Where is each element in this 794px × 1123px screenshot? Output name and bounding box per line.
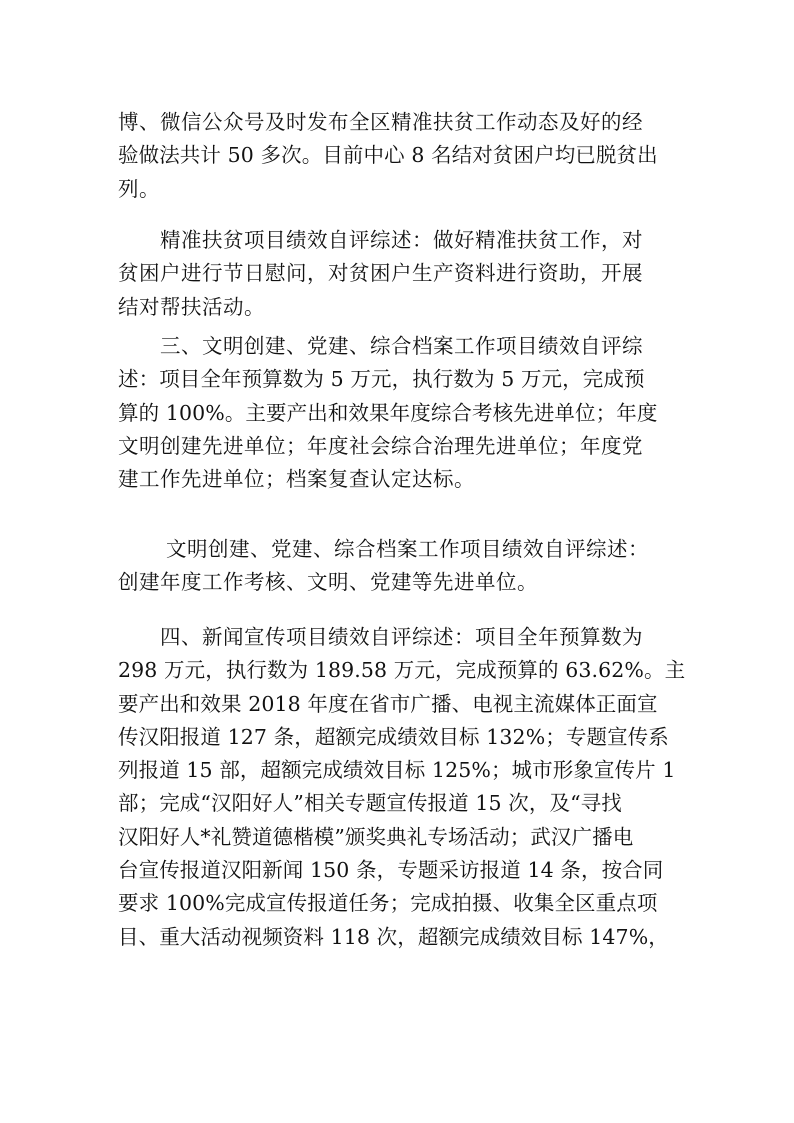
text-line: 298 万元，执行数为 189.58 万元，完成预算的 63.62%。主 [118,658,686,683]
text-line: 建工作先进单位；档案复查认定达标。 [118,467,475,492]
paragraph-poverty-project-summary [118,224,678,324]
paragraph-news-publicity [118,621,686,954]
text-line: 列报道 15 部，超额完成绩效目标 125%；城市形象宣传片 1 [118,758,676,783]
text-line: 验做法共计 50 多次。目前中心 8 名结对贫困户均已脱贫出 [118,143,658,168]
text-line: 列。 [118,176,160,201]
text-line: 三、文明创建、党建、综合档案工作项目绩效自评综 [160,334,643,358]
text-line: 目、重大活动视频资料 118 次，超额完成绩效目标 147%， [118,924,669,949]
text-line: 贫困户进行节日慰问，对贫困户生产资料进行资助，开展 [118,261,643,286]
paragraph-civilization-summary [118,533,678,600]
text-line: 台宣传报道汉阳新闻 150 条，专题采访报道 14 条，按合同 [118,858,664,883]
text-line: 要产出和效果 2018 年度在省市广播、电视主流媒体正面宣 [118,691,658,716]
text-line: 汉阳好人*礼赞道德楷模”颁奖典礼专场活动；武汉广播电 [118,824,634,849]
text-line: 四、新闻宣传项目绩效自评综述：项目全年预算数为 [160,625,643,649]
text-line: 要求 100%完成宣传报道任务；完成拍摄、收集全区重点项 [118,891,658,916]
text-line: 算的 100%。主要产出和效果年度综合考核先进单位；年度 [118,400,658,425]
text-line: 文明创建先进单位；年度社会综合治理先进单位；年度党 [118,433,643,458]
text-line: 结对帮扶活动。 [118,294,265,319]
paragraph-poverty-work-continued [118,106,678,206]
text-line: 述：项目全年预算数为 5 万元，执行数为 5 万元，完成预 [118,367,645,392]
text-line: 博、微信公众号及时发布全区精准扶贫工作动态及好的经 [118,110,643,134]
text-line: 传汉阳报道 127 条，超额完成绩效目标 132%；专题宣传系 [118,724,669,749]
paragraph-civilization-party-archive [118,330,678,496]
text-line: 文明创建、党建、综合档案工作项目绩效自评综述： [166,537,649,561]
text-line: 部；完成“汉阳好人”相关专题宣传报道 15 次，及“寻找 [118,791,622,816]
text-line: 创建年度工作考核、文明、党建等先进单位。 [118,570,538,595]
text-line: 精准扶贫项目绩效自评综述：做好精准扶贫工作，对 [160,228,643,252]
